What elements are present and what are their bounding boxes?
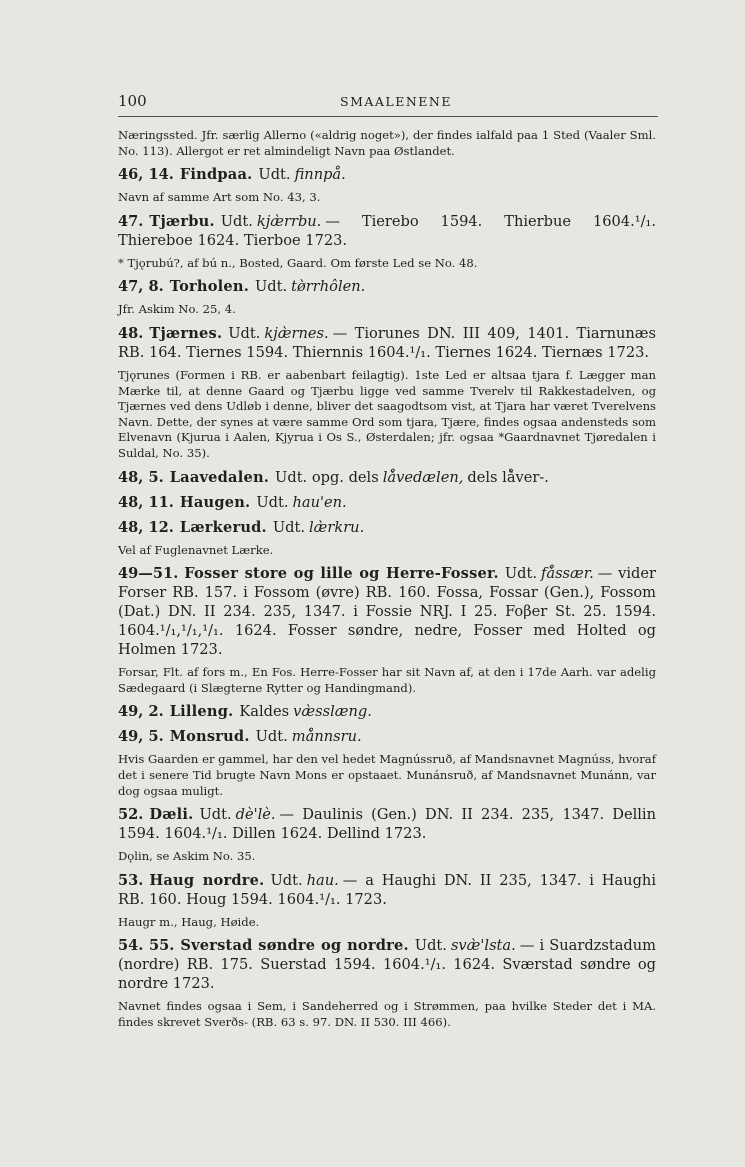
note: Vel af Fuglenavnet Lærke. — [118, 542, 274, 557]
entry-47-8: 47, 8. Torholen. Udt. tø̀rrhôlen. — [118, 278, 366, 296]
entry-46-14: 46, 14. Findpaa. Udt. finnpå. — [118, 166, 346, 184]
page-number: 100 — [118, 92, 147, 110]
entry-47: 47. Tjærbu. Udt. kjæ̀rrbu. — Tierebo 1594. Thierbue 1604.¹/₁. Thiereboe 1624. Tierboe 1723. — [118, 212, 656, 249]
note: Jfr. Askim No. 25, 4. — [118, 302, 236, 317]
entry-48: 48. Tjærnes. Udt. kjæ̀rnes. — Tiorunes DN. III 409, 1401. Tiarnunæs RB. 164. Tiernes 1594. Thiernnis 1604.¹/₁. Tiernes 1624. Tiernæs 1723. — [118, 324, 656, 361]
entry-54-55: 54. 55. Sverstad søndre og nordre. Udt. svæ̀'lsta. — i Suardzstadum (nordre) RB. 175. Suerstad 1594. 1604.¹/₁. 1624. Sværstad søndre og nordre 1723. — [118, 937, 656, 993]
page-header — [118, 92, 658, 114]
running-title: SMAALENENE — [340, 94, 452, 109]
entry-53: 53. Haug nordre. Udt. hau. — a Haughi DN. II 235, 1347. i Haughi RB. 160. Houg 1594. 1604.¹/₁. 1723. — [118, 871, 656, 908]
entry-49-5: 49, 5. Monsrud. Udt. må̀nnsru. — [118, 728, 362, 746]
note: * Tjǫrubú?, af bú n., Bosted, Gaard. Om første Led se No. 48. — [118, 255, 478, 270]
paragraph: Næringssted. Jfr. særlig Allerno («aldrig noget»), der findes ialfald paa 1 Sted (Vaaler Sml. No. 113). Allergot er ret almindeligt Navn paa Østlandet. — [118, 128, 656, 158]
entry-49-51: 49—51. Fosser store og lille og Herre-Fosser. Udt. få̀ssær. — vider Forser RB. 157. i Fossom (øvre) RB. 160. Fossa, Fossar (Gen.), Fossom (Dat.) DN. II 234. 235, 1347. i Fossie NRJ. I 25. Foβer St. 25. 1594. 1604.¹/₁,¹/₁,¹/₁. 1624. Fosser søndre, nedre, Fosser med Holted og Holmen 1723. — [118, 565, 656, 659]
entry-52: 52. Dæli. Udt. dè'lè. — Daulinis (Gen.) DN. II 234. 235, 1347. Dellin 1594. 1604.¹/₁. Dillen 1624. Dellind 1723. — [118, 806, 656, 843]
note: Tjǫrunes (Formen i RB. er aabenbart feilagtig). 1ste Led er altsaa tjara f. Lægger man Mærke til, at denne Gaard og Tjærbu ligge ved samme Tverelv til Rakkestadelven, og Tjærnes ved dens Udløb i denne, bliver det saagodtsom vist, at Tjara har været Tverelvens Navn. Dette, der synes at være samme Ord som tjara, Tjære, findes ogsaa andensteds som Elvenavn (Kjurua i Aalen, Kjyrua i Os S., Østerdalen; jfr. ogsaa *Gaardnavnet Tjøredalen i Suldal, No. 35). — [118, 367, 656, 460]
page-body — [118, 128, 656, 1036]
note: Navnet findes ogsaa i Sem, i Sandeherred og i Strømmen, paa hvilke Steder det i MA. findes skrevet Sverðs- (RB. 63 s. 97. DN. II 530. III 466). — [118, 999, 656, 1029]
note: Dǫlin, se Askim No. 35. — [118, 849, 256, 864]
entry-48-12: 48, 12. Lærkerud. Udt. læ̀rkru. — [118, 518, 365, 536]
note: Navn af samme Art som No. 43, 3. — [118, 190, 321, 205]
entry-48-5: 48, 5. Laavedalen. Udt. opg. dels lå̀vedælen, dels lå̀ver-. — [118, 468, 549, 486]
entry-48-11: 48, 11. Haugen. Udt. hau'en. — [118, 493, 347, 511]
header-rule — [118, 116, 658, 117]
note: Haugr m., Haug, Høide. — [118, 914, 260, 929]
note: Hvis Gaarden er gammel, har den vel hedet Magnússruð, af Mandsnavnet Magnúss, hvoraf det i senere Tid brugte Navn Mons er opstaaet. Munánsruð, af Mandsnavnet Munánn, var dog ogsaa muligt. — [118, 752, 656, 798]
entry-49-2: 49, 2. Lilleng. Kaldes væ̀sslæng. — [118, 703, 372, 721]
note: Forsar, Flt. af fors m., En Fos. Herre-Fosser har sit Navn af, at den i 17de Aarh. var adelig Sædegaard (i Slægterne Rytter og Handingmand). — [118, 665, 656, 695]
